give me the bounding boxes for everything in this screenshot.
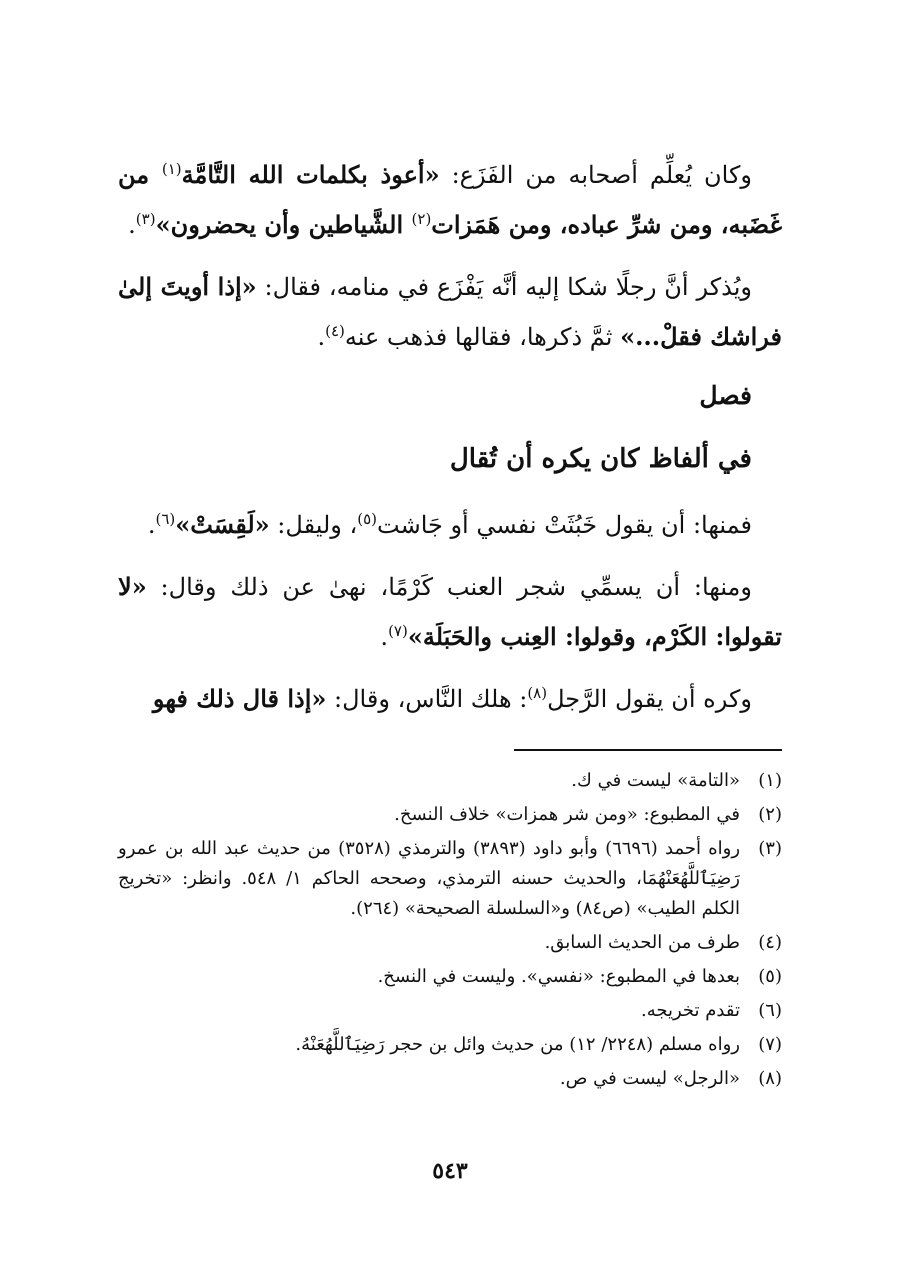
section-heading: فصل [699, 381, 752, 410]
footnote-number: (٧) [758, 1034, 782, 1055]
footnote-1 [118, 766, 782, 796]
footnote-number: (١) [758, 770, 782, 791]
paragraph-4 [118, 562, 782, 662]
footnote-text: رواه مسلم (٢٢٤٨/ ١٢) من حديث وائل بن حجر رَضِيَٱللَّهُعَنْهُ. [295, 1034, 740, 1055]
page-number: ٥٤٣ [432, 1158, 468, 1184]
paragraph-3 [118, 500, 782, 550]
section-subheading: في ألفاظ كان يكره أن تُقال [449, 444, 752, 474]
footnotes [118, 766, 782, 1098]
footnote-number: (٢) [758, 804, 782, 825]
paragraph-5 [118, 674, 782, 724]
p4-text: ومنها: أن يسمِّي شجر العنب كَرْمًا، نهىٰ عن ذلك وقال: [146, 573, 752, 601]
footnote-8 [118, 1064, 782, 1094]
p1-quote-c: الشَّياطين وأن يحضرون» [155, 210, 412, 239]
p4-end: . [380, 623, 389, 651]
footnote-3 [118, 834, 782, 924]
paragraph-2 [118, 262, 782, 362]
p1-text: وكان يُعلِّم أصحابه من الفَزَع: [439, 161, 752, 189]
footnote-number: (٨) [758, 1068, 782, 1089]
footnote-text: «التامة» ليست في ك. [571, 770, 740, 791]
p3-end: . [147, 511, 156, 539]
footnote-ref-1[interactable]: (١) [161, 160, 182, 178]
footnote-number: (٦) [758, 1000, 782, 1021]
footnote-ref-7[interactable]: (٧) [388, 622, 408, 640]
footnote-7 [118, 1030, 782, 1060]
p5-text: وكره أن يقول الرَّجل [547, 685, 752, 713]
footnote-text: طرف من الحديث السابق. [544, 932, 740, 953]
footnote-ref-2[interactable]: (٢) [411, 210, 432, 228]
footnote-text: رواه أحمد (٦٦٩٦) وأبو داود (٣٨٩٣) والترمذي (٣٥٢٨) من حديث عبد الله بن عمرو رَضِيَٱللَّهُعَنْهُمَا، والحديث حسنه الترمذي، وصححه الحاكم ١/ ٥٤٨. وانظر: «تخريج الكلم الطيب» (ص٨٤) و«السلسلة الصحيحة» (٢٦٤). [118, 838, 741, 919]
footnote-text: في المطبوع: «ومن شر همزات» خلاف النسخ. [394, 804, 740, 825]
p2-quote: «إذا أويتَ إلىٰ فراشك فقلْ...» [118, 272, 782, 351]
p1-quote-b: من غَضَبه، ومن شرِّ عباده، ومن هَمَزات [118, 160, 782, 239]
p2-end: . [317, 323, 326, 351]
p5-text2: : هلك النَّاس، وقال: [326, 685, 528, 713]
footnote-ref-3[interactable]: (٣) [135, 210, 156, 228]
footnote-text: بعدها في المطبوع: «نفسي». وليست في النسخ. [377, 966, 740, 987]
main-text [118, 150, 782, 736]
footnote-2 [118, 800, 782, 830]
p1-end: . [128, 211, 136, 239]
footnote-ref-6[interactable]: (٦) [155, 510, 176, 528]
p3-text: فمنها: أن يقول خَبُثَتْ نفسي أو جَاشت [377, 511, 752, 539]
footnote-number: (٣) [758, 838, 782, 859]
footnote-4 [118, 928, 782, 958]
p4-quote: «لا تقولوا: الكَرْم، وقولوا: العِنب والحَبَلَة» [118, 572, 782, 651]
paragraph-1 [118, 150, 782, 250]
p2-text2: ثمَّ ذكرها، فقالها فذهب عنه [344, 323, 621, 351]
footnote-5 [118, 962, 782, 992]
footnote-number: (٤) [758, 932, 782, 953]
footnote-6 [118, 996, 782, 1026]
footnote-ref-8[interactable]: (٨) [527, 684, 548, 702]
p3-text2: ، وليقل: [269, 511, 358, 539]
footnote-divider [514, 749, 782, 751]
p1-quote-a: «أعوذ بكلمات الله التَّامَّة [181, 160, 440, 189]
footnote-text: تقدم تخريجه. [641, 1000, 740, 1021]
p3-quote: «لَقِسَتْ» [175, 510, 270, 539]
footnote-number: (٥) [758, 966, 782, 987]
footnote-ref-4[interactable]: (٤) [325, 322, 345, 340]
p2-text: ويُذكر أنَّ رجلًا شكا إليه أنَّه يَفْزَع في منامه، فقال: [256, 273, 752, 301]
footnote-text: «الرجل» ليست في ص. [559, 1068, 740, 1089]
footnote-ref-5[interactable]: (٥) [357, 510, 378, 528]
p5-quote: «إذا قال ذلك فهو [152, 684, 327, 713]
